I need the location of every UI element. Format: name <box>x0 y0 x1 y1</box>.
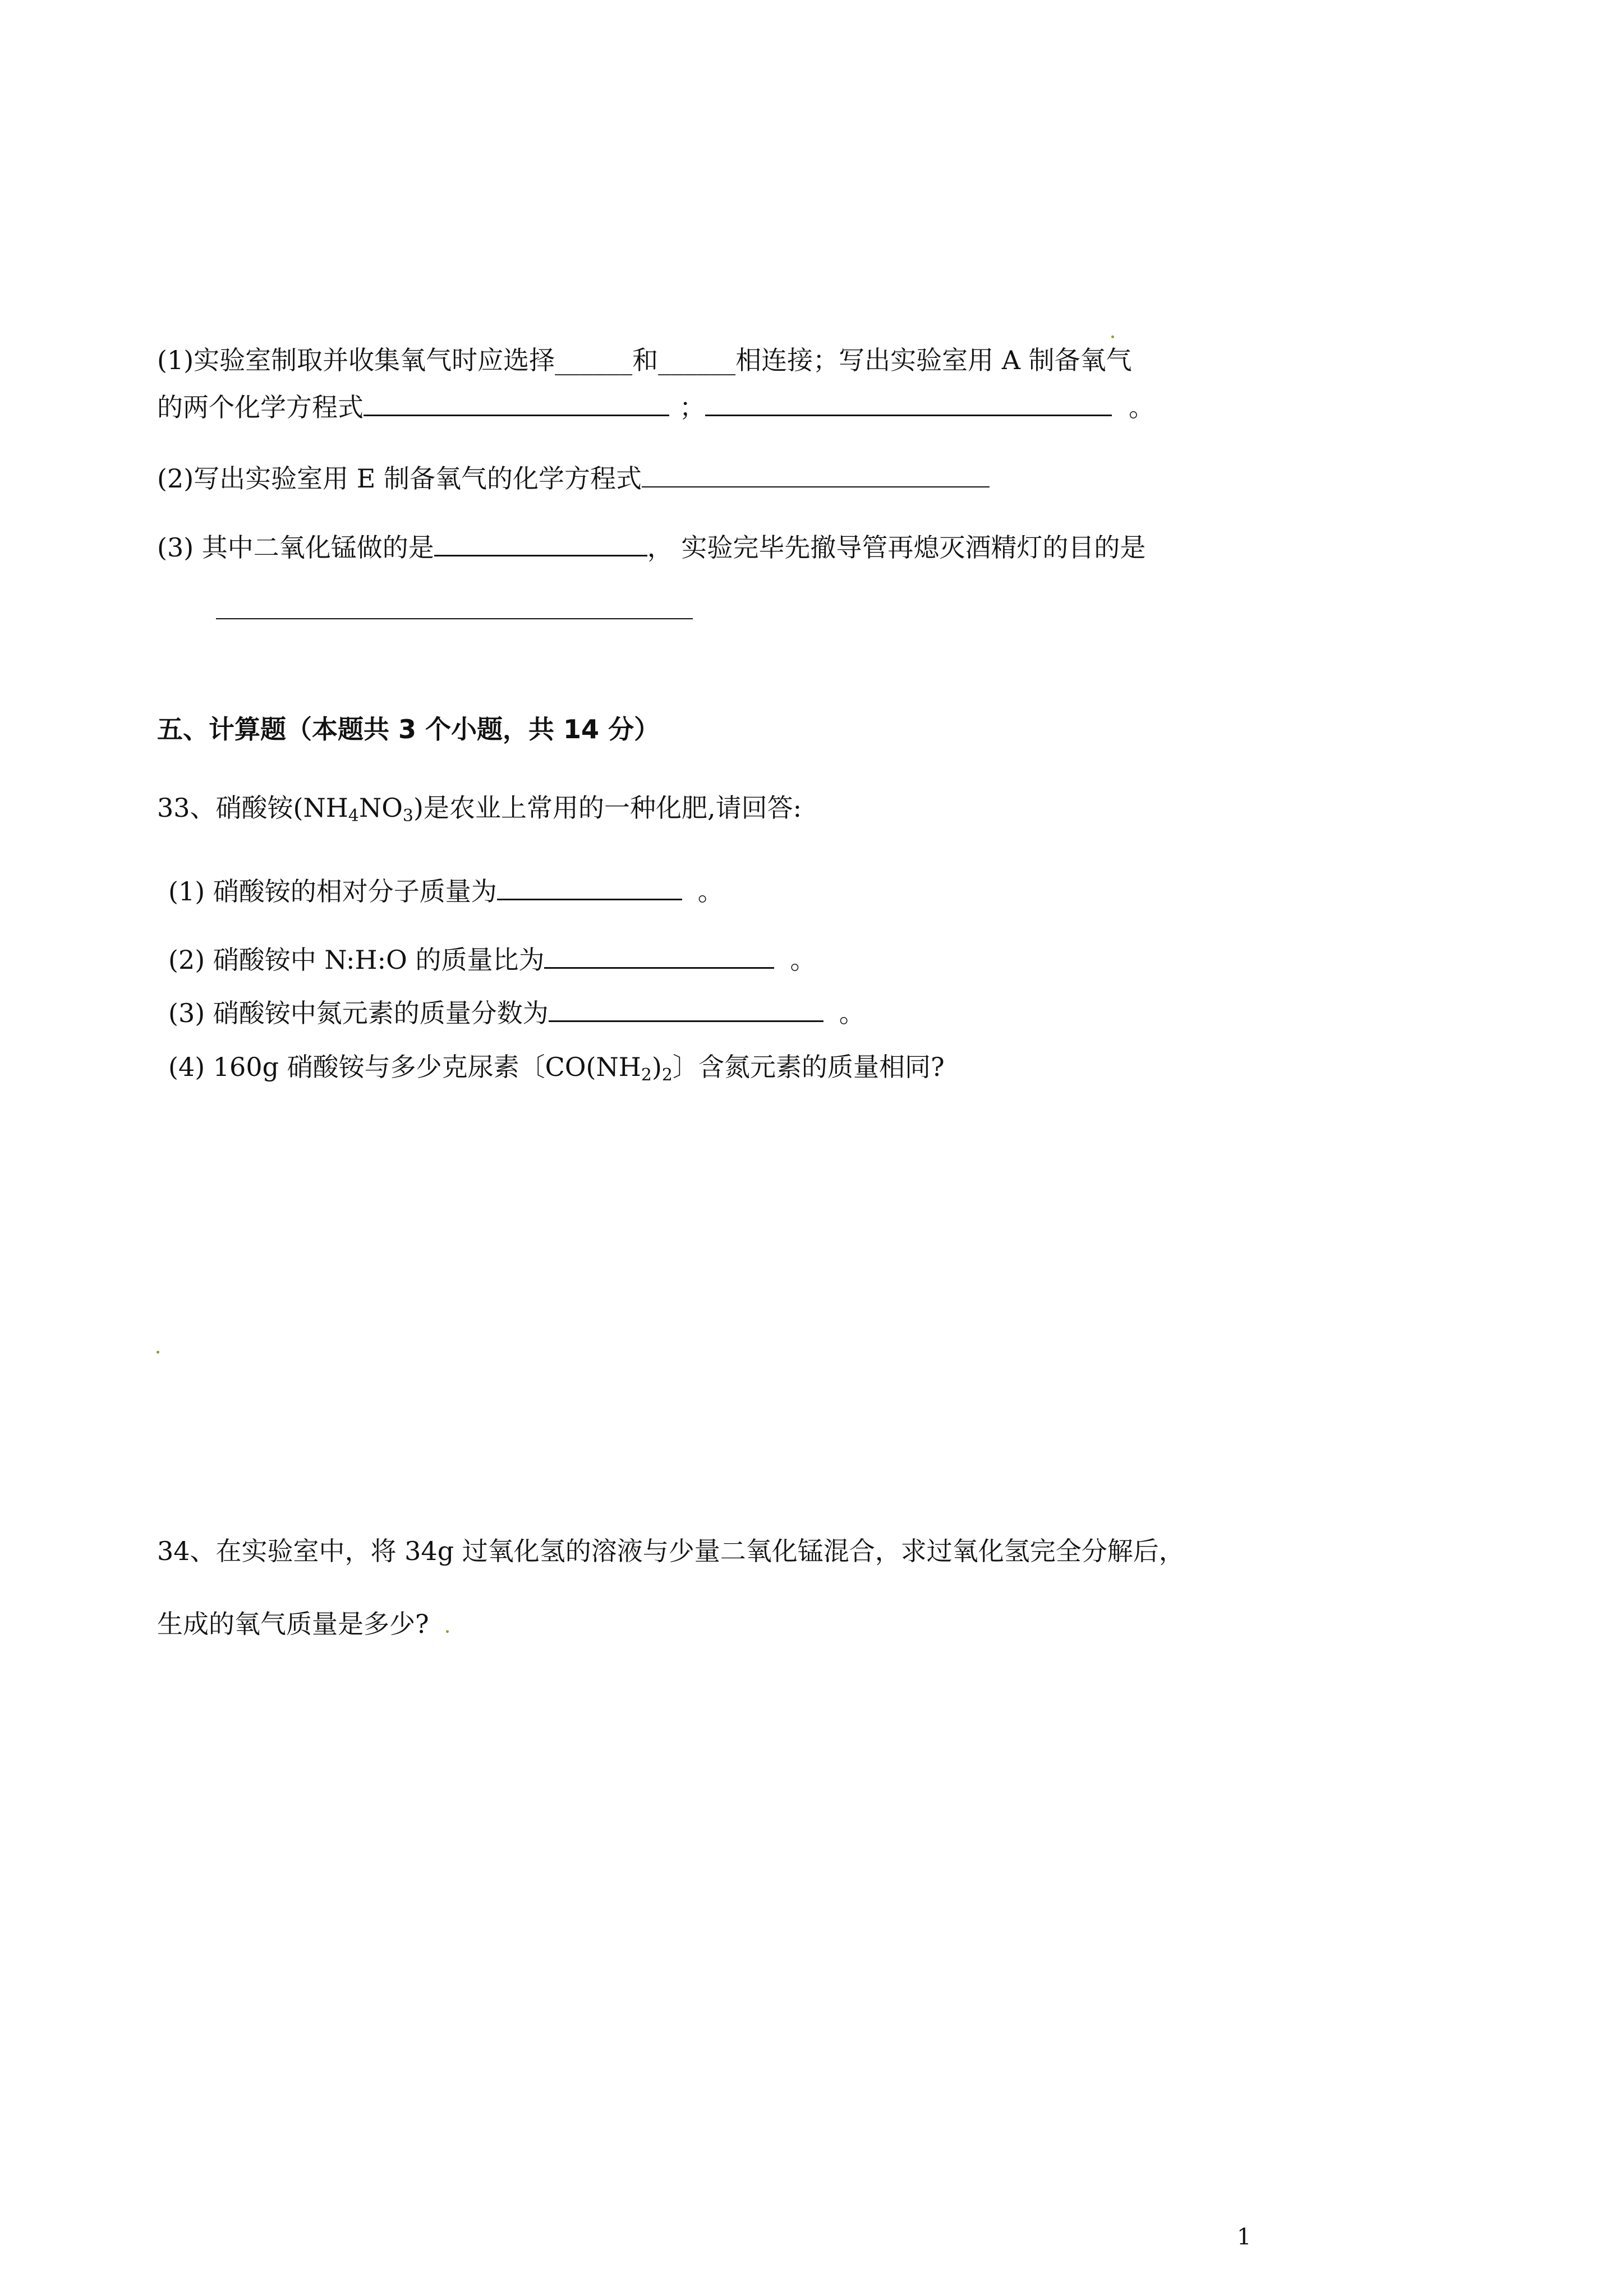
q33-s1-text: (1) 硝酸铵的相对分子质量为 <box>168 876 497 907</box>
page-number: 1 <box>1237 2224 1252 2250</box>
section-title: 五、计算题（本题共 3 个小题，共 14 分） <box>157 714 660 744</box>
answer-blank-mno2-role[interactable] <box>434 530 647 556</box>
q33-s4-c: 〕含氮元素的质量相同? <box>673 1052 945 1082</box>
q32-part1-line2-text: 的两个化学方程式 <box>157 392 364 422</box>
q33-stem-sub1: 4 <box>348 806 359 826</box>
answer-blank-molecular-mass[interactable] <box>497 874 682 900</box>
q33-subquestion-1 <box>168 874 724 908</box>
q34-line2: 生成的氧气质量是多少? <box>157 1609 429 1639</box>
q33-s4-sub2: 2 <box>661 1065 673 1085</box>
q32-part3-text-b: ， 实验完毕先撤导管再熄灭酒精灯的目的是 <box>647 532 1146 563</box>
answer-blank-purpose[interactable] <box>216 593 693 619</box>
q33-s4-b: ) <box>651 1052 662 1082</box>
q33-stem <box>157 791 802 825</box>
q32-part3 <box>157 530 1145 564</box>
q33-s3-end: 。 <box>839 998 865 1028</box>
q33-s3-text: (3) 硝酸铵中氮元素的质量分数为 <box>168 998 549 1028</box>
q32-part3-text-a: (3) 其中二氧化锰做的是 <box>157 532 434 563</box>
q33-subquestion-2 <box>168 942 816 977</box>
q32-part1-text-c: 相连接；写出实验室用 A 制备氧气 <box>735 345 1132 375</box>
q32-part1-end: 。 <box>1129 392 1154 422</box>
q33-stem-b: NO <box>358 793 403 823</box>
q33-s4-a: (4) 160g 硝酸铵与多少克尿素〔CO(NH <box>168 1052 641 1082</box>
q33-stem-c: )是农业上常用的一种化肥,请回答: <box>413 793 802 823</box>
answer-blank-equation-1[interactable] <box>364 390 669 416</box>
q34-line1: 34、在实验室中，将 34g 过氧化氢的溶液与少量二氧化锰混合，求过氧化氢完全分解后， <box>157 1536 1185 1566</box>
q32-blank-2[interactable]: ______ <box>658 345 736 375</box>
answer-blank-equation-e[interactable] <box>642 462 990 487</box>
q32-part1-line2 <box>157 390 1154 424</box>
q32-part2 <box>157 462 990 495</box>
q32-part1-text-b: 和 <box>632 345 659 375</box>
q32-part1-separator: ； <box>679 392 705 422</box>
q33-stem-sub2: 3 <box>402 806 414 826</box>
q32-blank-1[interactable]: ______ <box>555 345 633 375</box>
q33-subquestion-4 <box>168 1050 945 1084</box>
q33-s2-text: (2) 硝酸铵中 N:H:O 的质量比为 <box>168 945 545 975</box>
answer-blank-mass-fraction[interactable] <box>549 996 823 1022</box>
q33-subquestion-3 <box>168 996 865 1030</box>
q33-s4-sub1: 2 <box>641 1065 652 1085</box>
q33-s2-end: 。 <box>790 945 816 975</box>
q33-stem-a: 33、硝酸铵(NH <box>157 793 348 823</box>
q32-part2-text: (2)写出实验室用 E 制备氧气的化学方程式 <box>157 463 642 494</box>
answer-blank-mass-ratio[interactable] <box>544 942 774 969</box>
q32-part1-line1 <box>157 343 1132 377</box>
stray-dot <box>446 1630 449 1633</box>
q32-part3-answer-line <box>216 593 693 627</box>
q33-s1-end: 。 <box>697 876 724 907</box>
stray-dot <box>1111 335 1114 338</box>
q32-part1-text-a: (1)实验室制取并收集氧气时应选择 <box>157 345 555 375</box>
answer-blank-equation-2[interactable] <box>705 390 1112 416</box>
stray-dot <box>157 1351 159 1354</box>
